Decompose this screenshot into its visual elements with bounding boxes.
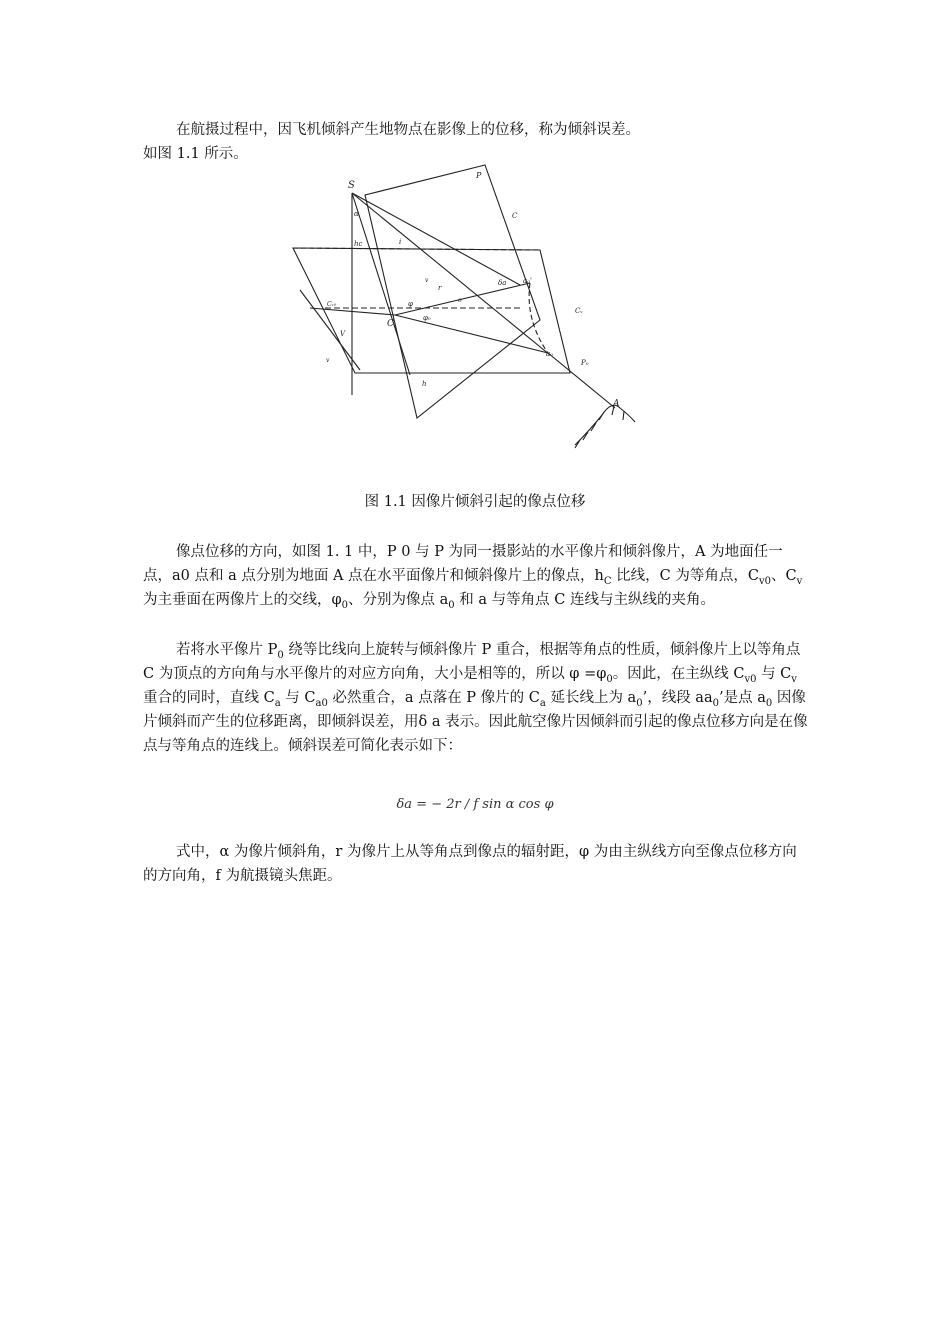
p1-text: 、分别为像点 a	[348, 592, 449, 608]
label-A: A	[613, 399, 620, 409]
tilt-displacement-diagram	[290, 160, 650, 460]
p2-sub: 0	[636, 698, 643, 709]
p2-text: 绕等比线向上旋转与倾斜像片 P 重合，根据等角点的性质，倾斜像片上以等角点 C 为顶点的方向角与水平像片的对应方向角，大小是相等的，所以 φ =φ	[143, 642, 801, 682]
p2-sub: a	[539, 698, 546, 709]
label-v: v	[425, 277, 429, 284]
label-i: i	[399, 238, 402, 246]
p2-sub: 0	[765, 698, 773, 709]
label-P0: P₀	[581, 359, 589, 367]
tilted-photo-outline	[365, 165, 540, 418]
p2-text: 重合的同时，直线 C	[143, 690, 275, 706]
label-hc: hc	[354, 240, 363, 248]
label-Cv: Cᵥ	[575, 307, 583, 315]
p2-text: 因像片倾斜而产生的位移距离，即倾斜误差，用δ a 表示。因此航空像片因倾斜而引起的像点位移方向是在像点与等角点的连线上。倾斜误差可简化表示如下：	[143, 690, 808, 754]
p2-text: 与 C	[280, 690, 316, 706]
label-phi: φ	[408, 300, 413, 308]
label-Cv0: Cᵥ₀	[327, 301, 337, 308]
intro-line-2: 如图 1.1 所示。	[143, 146, 248, 162]
p2-sub: 0	[277, 650, 284, 661]
paragraph-1	[143, 540, 808, 612]
p2-text: 与 C	[756, 666, 792, 682]
p1-sub: v0	[758, 576, 771, 587]
p2-sub: a	[274, 698, 281, 709]
label-alpha: α	[354, 210, 359, 218]
label-a0-prime: a₀'	[523, 277, 532, 285]
label-P: P	[476, 171, 482, 180]
p1-text: 和 a 与等角点 C 连线与主纵线的夹角。	[454, 592, 715, 608]
label-h: h	[422, 380, 427, 388]
p1-text: 像点位移的方向，如图 1. 1 中，P 0 与 P 为同一摄影站的水平像片和倾斜像片，A 为地面任一点，a0 点和 a 点分别为地面 A 点在水平面像片和倾斜像片上的像点，h	[143, 544, 783, 584]
p2-text: 若将水平像片 P	[176, 642, 278, 658]
p1-sub: v	[796, 576, 803, 587]
figure-caption: 图 1.1 因像片倾斜引起的像点位移	[364, 494, 586, 510]
p1-sub: 0	[448, 600, 455, 611]
label-C-top: C	[512, 212, 518, 220]
p1-text: 为主垂面在两像片上的交线，φ	[143, 592, 342, 608]
label-v-lower: v	[326, 357, 330, 364]
label-S: S	[348, 180, 355, 191]
paragraph-3: 式中，α 为像片倾斜角，r 为像片上从等角点到像点的辐射距，φ 为由主纵线方向至像点位移方向的方向角，f 为航摄镜头焦距。	[143, 844, 797, 884]
p2-text: ’，线段 aa	[642, 690, 713, 706]
label-V: V	[340, 330, 346, 338]
p2-sub: a0	[315, 698, 328, 709]
intro-line-1: 在航摄过程中，因飞机倾斜产生地物点在影像上的位移，称为倾斜误差。	[176, 122, 640, 138]
p2-text: ’是点 a	[718, 690, 766, 706]
p2-text: 必然重合，a 点落在 P 像片的 C	[327, 690, 540, 706]
p2-sub: 0	[606, 674, 613, 685]
p2-sub: 0	[712, 698, 719, 709]
p2-text: 延长线上为 a	[545, 690, 637, 706]
label-r: r	[438, 284, 442, 292]
p2-text: 。因此，在主纵线 C	[612, 666, 745, 682]
tilt-error-formula: δa = − 2r / f sin α cos φ	[396, 797, 554, 812]
label-a0: a₀	[546, 350, 553, 358]
label-phi0: φ₀	[423, 314, 431, 322]
p2-sub: v	[791, 674, 797, 685]
p1-text: 、C	[770, 568, 797, 584]
label-delta-a: δa	[498, 279, 507, 287]
label-C: C	[387, 319, 394, 329]
label-o: o	[458, 297, 462, 304]
paragraph-2	[143, 638, 808, 758]
p2-sub: v0	[744, 674, 757, 685]
p1-sub: 0	[341, 600, 349, 611]
p1-text: 比线，C 为等角点，C	[611, 568, 759, 584]
p1-sub: C	[603, 576, 612, 587]
